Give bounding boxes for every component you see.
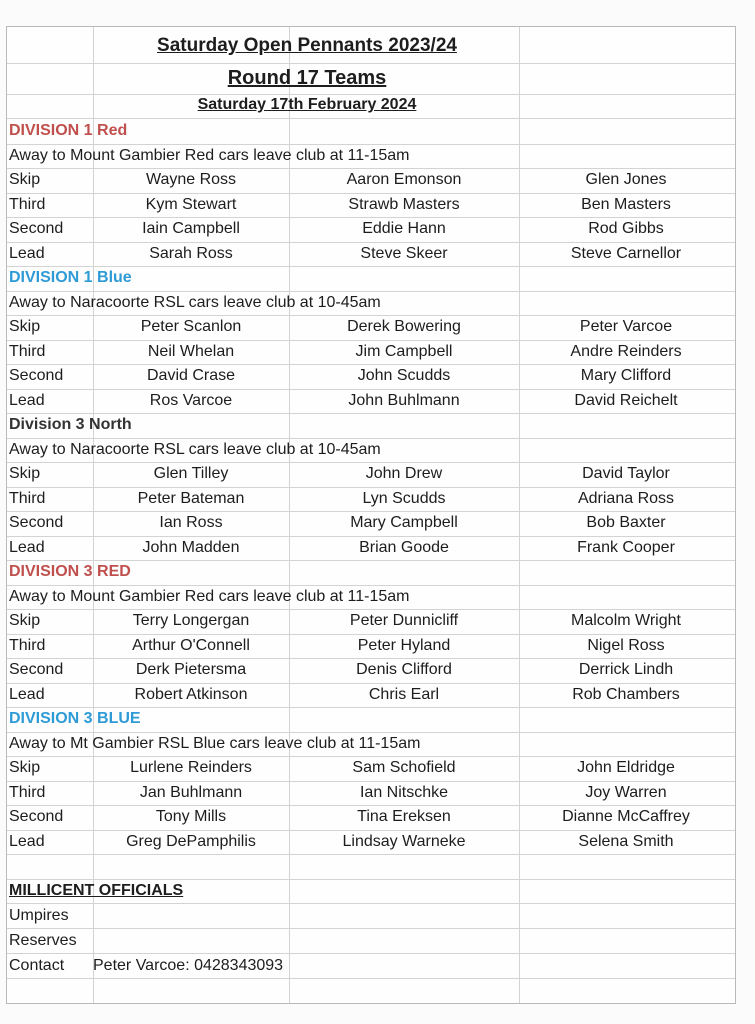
player-name: Frank Cooper: [577, 538, 675, 556]
position-label: Lead: [9, 832, 45, 850]
division-heading-row: [7, 413, 735, 439]
position-label: Second: [9, 220, 64, 238]
player-name: Steve Skeer: [360, 244, 448, 262]
umpires-row: [7, 903, 735, 929]
player-name: Rob Chambers: [572, 685, 680, 703]
position-label: Third: [9, 342, 46, 360]
contact-row: [7, 953, 735, 979]
division-name: DIVISION 1 Red: [9, 122, 128, 140]
player-name: John Madden: [142, 538, 240, 556]
officials-heading-row: [7, 879, 735, 904]
player-name: Nigel Ross: [587, 636, 665, 654]
player-name: Derk Pietersma: [135, 661, 247, 679]
player-name: Lindsay Warneke: [342, 832, 466, 850]
division-note-row: [7, 144, 735, 170]
player-name: Lyn Scudds: [362, 489, 446, 507]
travel-note: Away to Naracoorte RSL cars leave club at 10-45am: [9, 293, 381, 311]
contact-label: Contact: [9, 956, 65, 974]
player-name: Greg DePamphilis: [126, 832, 256, 850]
player-row: [7, 634, 735, 660]
player-row: [7, 658, 735, 684]
player-name: Neil Whelan: [147, 342, 235, 360]
position-label: Skip: [9, 318, 41, 336]
player-name: Derek Bowering: [347, 318, 461, 336]
player-row: [7, 511, 735, 537]
player-name: Sam Schofield: [352, 759, 456, 777]
reserves-row: [7, 928, 735, 954]
player-name: Sarah Ross: [149, 244, 233, 262]
position-label: Second: [9, 808, 64, 826]
player-row: [7, 830, 735, 856]
player-name: Dianne McCaffrey: [562, 808, 690, 826]
player-name: Glen Tilley: [153, 465, 229, 483]
division-note-row: [7, 438, 735, 464]
player-row: [7, 389, 735, 415]
position-label: Second: [9, 661, 64, 679]
player-name: Peter Varcoe: [579, 318, 673, 336]
player-name: Mary Campbell: [350, 514, 458, 532]
position-label: Lead: [9, 391, 45, 409]
position-label: Skip: [9, 171, 41, 189]
player-name: Selena Smith: [578, 832, 674, 850]
player-name: Tina Ereksen: [357, 808, 451, 826]
position-label: Third: [9, 783, 46, 801]
player-name: David Crase: [146, 367, 236, 385]
position-label: Skip: [9, 465, 41, 483]
player-name: Strawb Masters: [348, 195, 460, 213]
position-label: Second: [9, 514, 64, 532]
travel-note: Away to Mount Gambier Red cars leave club at 11-15am: [9, 146, 410, 164]
player-row: [7, 536, 735, 562]
player-name: Lurlene Reinders: [130, 759, 252, 777]
travel-note: Away to Mount Gambier Red cars leave club at 11-15am: [9, 587, 410, 605]
player-name: Peter Bateman: [137, 489, 245, 507]
player-name: Eddie Hann: [362, 220, 446, 238]
division-name: DIVISION 3 RED: [9, 563, 131, 581]
player-name: Robert Atkinson: [134, 685, 248, 703]
player-name: Steve Carnellor: [570, 244, 682, 262]
round-row: [7, 64, 735, 95]
team-sheet: [6, 26, 736, 1004]
position-label: Lead: [9, 538, 45, 556]
player-row: [7, 462, 735, 488]
officials-heading: MILLICENT OFFICIALS: [9, 882, 184, 899]
division-note-row: [7, 291, 735, 317]
player-row: [7, 781, 735, 807]
contact-value: Peter Varcoe: 0428343093: [93, 956, 284, 974]
reserves-label: Reserves: [9, 931, 77, 949]
player-name: Denis Clifford: [356, 661, 452, 679]
spacer-row: [7, 978, 735, 1002]
player-name: Chris Earl: [368, 685, 440, 703]
position-label: Third: [9, 636, 46, 654]
round-title: Round 17 Teams: [227, 67, 387, 89]
umpires-label: Umpires: [9, 906, 69, 924]
position-label: Third: [9, 489, 46, 507]
position-label: Lead: [9, 685, 45, 703]
player-name: Terry Longergan: [132, 612, 250, 630]
player-row: [7, 340, 735, 366]
player-name: Iain Campbell: [142, 220, 240, 238]
player-name: David Reichelt: [574, 391, 678, 409]
player-row: [7, 805, 735, 831]
player-name: Ian Ross: [159, 514, 223, 532]
player-name: Glen Jones: [585, 171, 667, 189]
player-name: John Drew: [365, 465, 443, 483]
player-row: [7, 242, 735, 268]
player-row: [7, 193, 735, 219]
player-name: Derrick Lindh: [578, 661, 674, 679]
player-name: John Eldridge: [577, 759, 675, 777]
player-name: Malcolm Wright: [571, 612, 681, 630]
player-name: Aaron Emonson: [346, 171, 462, 189]
sheet-title: Saturday Open Pennants 2023/24: [157, 35, 457, 56]
position-label: Third: [9, 195, 46, 213]
player-row: [7, 364, 735, 390]
spacer-row: [7, 855, 735, 880]
division-note-row: [7, 732, 735, 758]
position-label: Lead: [9, 244, 45, 262]
player-name: Peter Hyland: [357, 636, 451, 654]
player-name: Jim Campbell: [355, 342, 453, 360]
division-heading-row: [7, 266, 735, 292]
player-row: [7, 683, 735, 709]
player-name: David Taylor: [582, 465, 670, 483]
player-row: [7, 487, 735, 513]
player-name: Arthur O'Connell: [132, 636, 250, 654]
position-label: Skip: [9, 759, 41, 777]
division-name: DIVISION 3 BLUE: [9, 710, 141, 728]
player-name: Ros Varcoe: [149, 391, 233, 409]
player-row: [7, 315, 735, 341]
player-name: Bob Baxter: [586, 514, 666, 532]
player-row: [7, 609, 735, 635]
player-name: Peter Scanlon: [140, 318, 242, 336]
player-name: Joy Warren: [585, 783, 667, 801]
division-note-row: [7, 585, 735, 611]
player-row: [7, 756, 735, 782]
player-row: [7, 217, 735, 243]
player-name: John Buhlmann: [348, 391, 460, 409]
travel-note: Away to Naracoorte RSL cars leave club at 10-45am: [9, 440, 381, 458]
player-name: Tony Mills: [155, 808, 227, 826]
division-heading-row: [7, 560, 735, 586]
player-name: Peter Dunnicliff: [349, 612, 459, 630]
player-name: Kym Stewart: [145, 195, 237, 213]
date-row: [7, 95, 735, 119]
match-date: Saturday 17th February 2024: [197, 96, 417, 113]
player-name: Jan Buhlmann: [139, 783, 243, 801]
player-row: [7, 168, 735, 194]
position-label: Second: [9, 367, 64, 385]
player-name: Ian Nitschke: [359, 783, 449, 801]
player-name: Wayne Ross: [145, 171, 237, 189]
division-heading-row: [7, 119, 735, 145]
player-name: Brian Goode: [359, 538, 449, 556]
division-name: DIVISION 1 Blue: [9, 269, 132, 287]
player-name: John Scudds: [357, 367, 451, 385]
position-label: Skip: [9, 612, 41, 630]
player-name: Ben Masters: [581, 195, 671, 213]
player-name: Adriana Ross: [577, 489, 675, 507]
division-name: Division 3 North: [9, 416, 132, 434]
player-name: Andre Reinders: [570, 342, 682, 360]
player-name: Rod Gibbs: [588, 220, 664, 238]
travel-note: Away to Mt Gambier RSL Blue cars leave club at 11-15am: [9, 734, 421, 752]
division-heading-row: [7, 707, 735, 733]
player-name: Mary Clifford: [580, 367, 672, 385]
title-row: [7, 27, 735, 64]
